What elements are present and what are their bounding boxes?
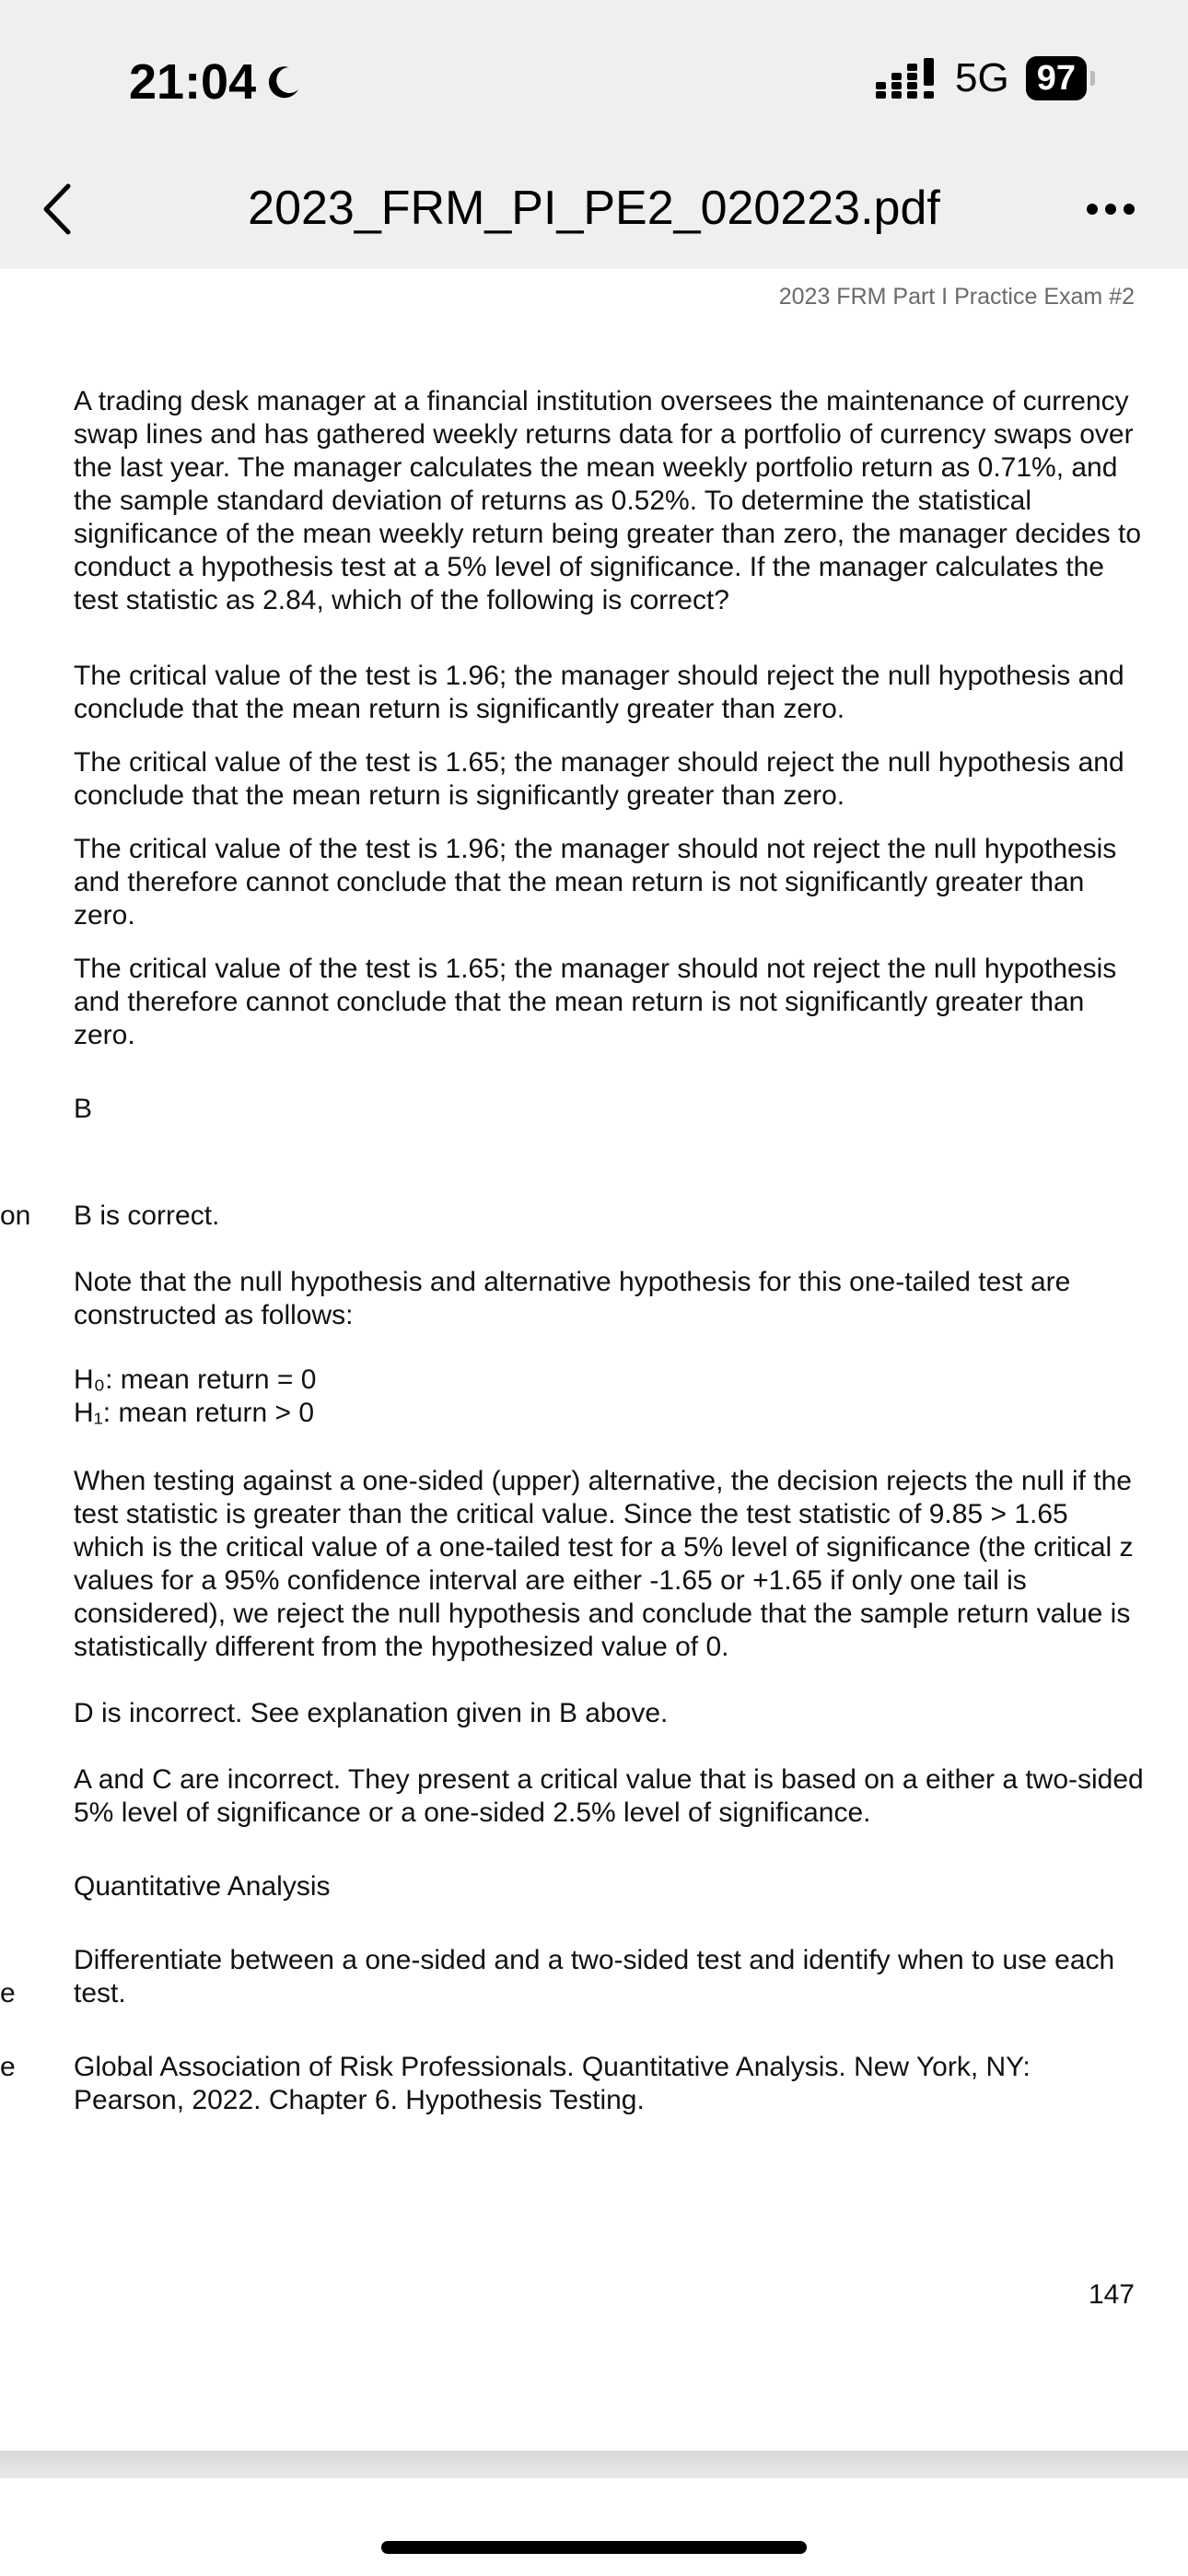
null-hypothesis: H₀: mean return = 0	[74, 1364, 317, 1395]
network-type: 5G	[955, 55, 1009, 100]
margin-label-1: on	[0, 1200, 31, 1231]
option-b: The critical value of the test is 1.65; the manager should reject the null hypothesis and conclude that the mean return is significantly greater than zero.	[74, 747, 1124, 811]
question-text: A trading desk manager at a financial institution oversees the maintenance of currency swap lines and has gathered weekly returns data for a portfolio of currency swaps over the last year. The manager calculates the mean weekly portfolio return as 0.71%, and the sample standard deviation of returns as 0.52%. To determine the statistical significance of the mean weekly return being greater than zero, the manager decides to conduct a hypothesis test at a 5% level of significance. If the manager calculates the test statistic as 2.84, which of the following is correct?	[74, 386, 1142, 615]
more-options-icon[interactable]	[1085, 195, 1136, 223]
explanation-correct: B is correct.	[74, 1200, 220, 1231]
battery-nub	[1090, 71, 1095, 86]
moon-icon	[265, 64, 302, 100]
topic: Quantitative Analysis	[74, 1871, 331, 1902]
status-indicators	[876, 55, 1087, 101]
page-header: 2023 FRM Part I Practice Exam #2	[778, 284, 1135, 310]
alternative-hypothesis: H₁: mean return > 0	[74, 1398, 315, 1428]
page-number: 147	[1088, 2279, 1135, 2310]
battery-level: 97	[1036, 59, 1076, 98]
battery-indicator	[1026, 56, 1087, 100]
answer-letter: B	[74, 1094, 93, 1124]
explanation-body: When testing against a one-sided (upper) alternative, the decision rejects the null if the test statistic is greater than the critical value. Since the test statistic of 9.85 > 1.65 which is the critical value of a one-tailed test for a 5% level of significance (the critical z values for a 95% confidence interval are either -1.65 or +1.65 if only one tail is considered), we reject the null hypothesis and conclude that the sample return value is statistically different from the hypothesized value of 0.	[74, 1466, 1134, 1662]
explanation-ac-incorrect: A and C are incorrect. They present a critical value that is based on a either a two-sided 5% level of significance or a one-sided 2.5% level of significance.	[74, 1764, 1144, 1828]
margin-label-2: e	[0, 1978, 16, 2008]
top-bar	[0, 0, 1188, 269]
margin-label-3: e	[0, 2052, 16, 2082]
explanation-d-incorrect: D is incorrect. See explanation given in B above.	[74, 1698, 669, 1728]
home-indicator[interactable]	[381, 2541, 807, 2554]
explanation-note: Note that the null hypothesis and alternative hypothesis for this one-tailed test are constructed as follows:	[74, 1267, 1071, 1330]
status-time	[129, 53, 302, 111]
option-d: The critical value of the test is 1.65; the manager should not reject the null hypothesis and therefore cannot conclude that the mean return is not significantly greater than zero.	[74, 954, 1117, 1050]
status-time-text: 21:04	[129, 54, 257, 110]
document-title: 2023_FRM_PI_PE2_020223.pdf	[248, 181, 940, 235]
signal-icon	[876, 58, 940, 99]
learning-objective: Differentiate between a one-sided and a two-sided test and identify when to use each test.	[74, 1945, 1115, 2008]
option-a: The critical value of the test is 1.96; the manager should reject the null hypothesis and conclude that the mean return is significantly greater than zero.	[74, 661, 1124, 724]
option-c: The critical value of the test is 1.96; the manager should not reject the null hypothesis and therefore cannot conclude that the mean return is not significantly greater than zero.	[74, 834, 1117, 931]
reference: Global Association of Risk Professionals. Quantitative Analysis. New York, NY: Pearson, 2022. Chapter 6. Hypothesis Testing.	[74, 2052, 1031, 2115]
page-bottom-edge	[0, 2451, 1188, 2478]
